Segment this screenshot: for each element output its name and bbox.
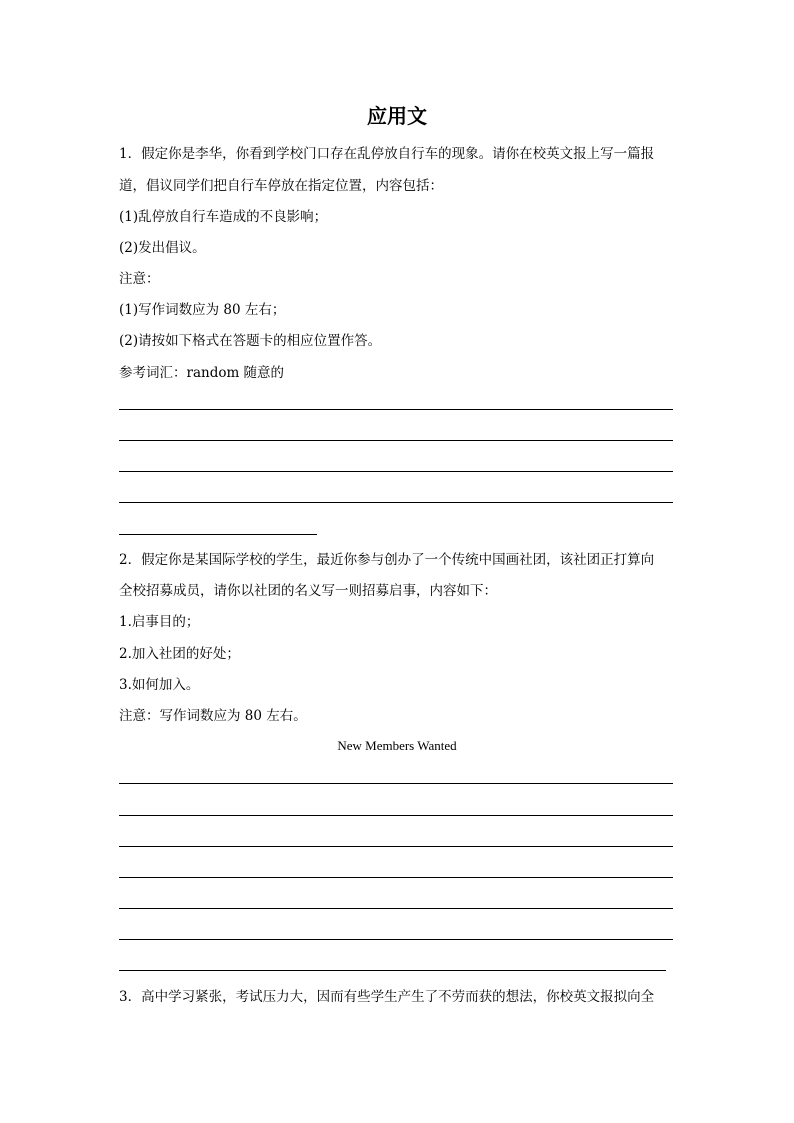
q1-note-label: 注意： — [119, 271, 160, 287]
q2-answer-heading: New Members Wanted — [337, 738, 457, 753]
q2-answer-line — [119, 877, 673, 878]
q1-answer-line — [119, 409, 673, 410]
q2-prompt-line-2: 全校招募成员，请你以社团的名义写一则招募启事，内容如下： — [119, 583, 497, 599]
q1-prompt-line-2: 道，倡议同学们把自行车停放在指定位置，内容包括： — [119, 178, 443, 194]
q2-answer-line — [119, 815, 673, 816]
q1-prompt-line-1: 1．假定你是李华，你看到学校门口存在乱停放自行车的现象。请你在校英文报上写一篇报 — [119, 146, 655, 162]
q2-answer-line — [119, 846, 673, 847]
q2-content-item-1: 1.启事目的； — [119, 614, 200, 630]
q2-content-item-3: 3.如何加入。 — [119, 677, 200, 693]
q1-vocabulary: 参考词汇：random 随意的 — [119, 365, 285, 381]
q2-answer-line — [119, 783, 673, 784]
page-title: 应用文 — [367, 104, 427, 128]
q2-note: 注意：写作词数应为 80 左右。 — [119, 708, 307, 724]
q2-prompt-line-1: 2．假定你是某国际学校的学生，最近你参与创办了一个传统中国画社团，该社团正打算向 — [119, 552, 655, 568]
q1-answer-line — [119, 502, 673, 503]
q1-answer-line — [119, 471, 673, 472]
q1-content-item-1: (1)乱停放自行车造成的不良影响； — [119, 209, 328, 225]
q1-content-item-2: (2)发出倡议。 — [119, 240, 206, 256]
q3-prompt-line-1: 3．高中学习紧张，考试压力大，因而有些学生产生了不劳而获的想法，你校英文报拟向全 — [119, 989, 655, 1005]
q1-answer-line — [119, 534, 317, 535]
q2-answer-line — [119, 939, 673, 940]
q2-content-item-2: 2.加入社团的好处； — [119, 646, 240, 662]
q1-note-1: (1)写作词数应为 80 左右； — [119, 302, 286, 318]
q2-answer-line — [119, 908, 673, 909]
q1-note-2: (2)请按如下格式在答题卡的相应位置作答。 — [119, 333, 382, 349]
q2-answer-line — [119, 970, 666, 971]
q1-answer-line — [119, 440, 673, 441]
